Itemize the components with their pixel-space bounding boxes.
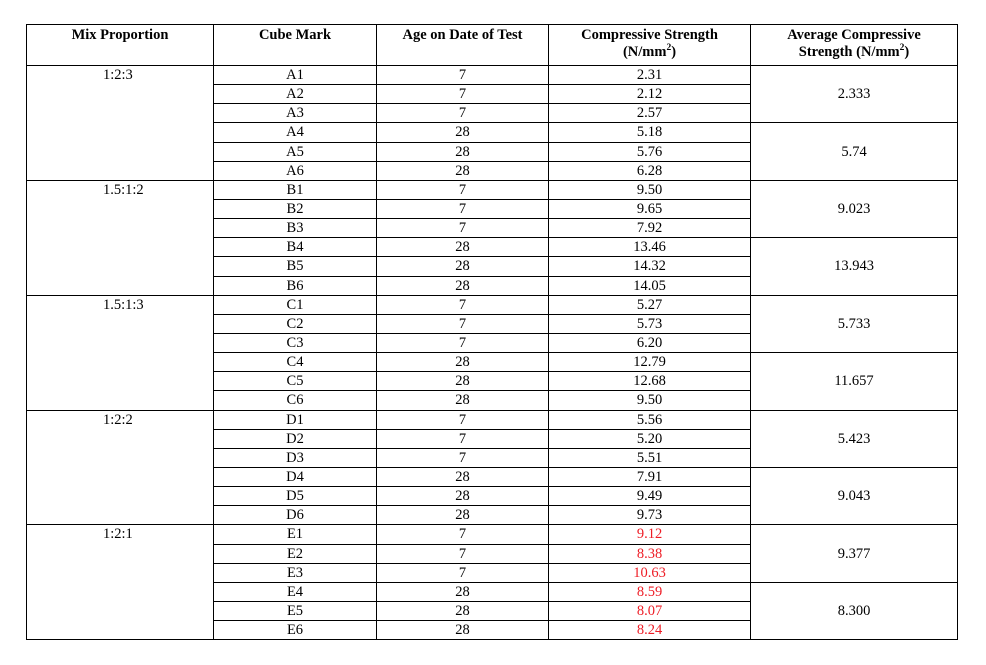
age-cell: 7: [377, 410, 549, 429]
header-strength-close: ): [671, 44, 677, 60]
compressive-strength-cell: 7.91: [549, 467, 751, 486]
table-row: [27, 525, 958, 544]
compressive-strength-cell: 9.73: [549, 506, 751, 525]
cube-mark-cell: D3: [214, 448, 377, 467]
cube-mark-cell: B5: [214, 257, 377, 276]
cube-mark-cell: E5: [214, 601, 377, 620]
age-cell: 7: [377, 66, 549, 85]
compressive-strength-cell: 6.20: [549, 333, 751, 352]
header-avg-unit: Strength (N/mm: [798, 44, 900, 60]
age-cell: 7: [377, 448, 549, 467]
average-strength-cell: 13.943: [751, 238, 958, 295]
age-cell: 7: [377, 544, 549, 563]
cube-mark-cell: C4: [214, 353, 377, 372]
compressive-strength-cell: 8.59: [549, 582, 751, 601]
mix-proportion-cell: 1:2:3: [27, 66, 214, 181]
cube-mark-cell: B2: [214, 199, 377, 218]
age-cell: 7: [377, 333, 549, 352]
cube-mark-cell: B6: [214, 276, 377, 295]
compressive-strength-cell: 5.18: [549, 123, 751, 142]
cube-mark-cell: E4: [214, 582, 377, 601]
compressive-strength-cell: 5.20: [549, 429, 751, 448]
cube-mark-cell: C5: [214, 372, 377, 391]
average-strength-cell: 9.023: [751, 180, 958, 237]
cube-mark-cell: D1: [214, 410, 377, 429]
age-cell: 28: [377, 123, 549, 142]
age-cell: 7: [377, 180, 549, 199]
age-cell: 28: [377, 506, 549, 525]
cube-mark-cell: D6: [214, 506, 377, 525]
age-cell: 7: [377, 525, 549, 544]
age-cell: 7: [377, 219, 549, 238]
age-cell: 7: [377, 85, 549, 104]
compressive-strength-cell: 8.38: [549, 544, 751, 563]
age-cell: 28: [377, 467, 549, 486]
header-avg-sup: 2: [899, 43, 905, 54]
cube-mark-cell: E3: [214, 563, 377, 582]
compressive-strength-cell: 5.51: [549, 448, 751, 467]
compressive-strength-cell: 14.32: [549, 257, 751, 276]
header-strength-sup: 2: [666, 43, 672, 54]
cube-mark-cell: C1: [214, 295, 377, 314]
compressive-strength-cell: 8.07: [549, 601, 751, 620]
header-row: [27, 25, 958, 66]
compressive-strength-cell: 10.63: [549, 563, 751, 582]
compressive-strength-cell: 6.28: [549, 161, 751, 180]
header-avg-line1: Average Compressive: [787, 27, 921, 43]
cube-mark-cell: A6: [214, 161, 377, 180]
header-compressive-strength: [549, 25, 751, 66]
compressive-strength-cell: 14.05: [549, 276, 751, 295]
cube-mark-cell: A4: [214, 123, 377, 142]
header-strength-line1: Compressive Strength: [581, 27, 718, 43]
age-cell: 28: [377, 353, 549, 372]
compressive-strength-cell: 9.49: [549, 487, 751, 506]
compressive-strength-cell: 5.73: [549, 314, 751, 333]
compressive-strength-cell: 9.65: [549, 199, 751, 218]
cube-mark-cell: A5: [214, 142, 377, 161]
compressive-strength-cell: 9.12: [549, 525, 751, 544]
age-cell: 28: [377, 391, 549, 410]
average-strength-cell: 9.043: [751, 467, 958, 524]
header-strength-unit: (N/mm: [622, 44, 667, 60]
average-strength-cell: 11.657: [751, 353, 958, 410]
cube-mark-cell: C6: [214, 391, 377, 410]
table-row: [27, 410, 958, 429]
cube-mark-cell: E6: [214, 621, 377, 640]
table-header: [27, 25, 958, 66]
average-strength-cell: 5.733: [751, 295, 958, 352]
compressive-strength-cell: 2.57: [549, 104, 751, 123]
compressive-strength-cell: 9.50: [549, 180, 751, 199]
mix-proportion-cell: 1:2:2: [27, 410, 214, 525]
compressive-strength-cell: 12.68: [549, 372, 751, 391]
compressive-strength-cell: 5.56: [549, 410, 751, 429]
cube-mark-cell: C3: [214, 333, 377, 352]
header-avg-close: ): [904, 44, 910, 60]
table-row: [27, 295, 958, 314]
compressive-strength-table: [26, 24, 958, 640]
age-cell: 7: [377, 429, 549, 448]
compressive-strength-cell: 8.24: [549, 621, 751, 640]
age-cell: 7: [377, 199, 549, 218]
cube-mark-cell: D4: [214, 467, 377, 486]
age-cell: 28: [377, 582, 549, 601]
age-cell: 28: [377, 372, 549, 391]
age-cell: 28: [377, 487, 549, 506]
compressive-strength-cell: 5.76: [549, 142, 751, 161]
average-strength-cell: 8.300: [751, 582, 958, 639]
average-strength-cell: 9.377: [751, 525, 958, 582]
mix-proportion-cell: 1.5:1:2: [27, 180, 214, 295]
header-age: Age on Date of Test: [377, 25, 549, 66]
mix-proportion-cell: 1.5:1:3: [27, 295, 214, 410]
average-strength-cell: 5.423: [751, 410, 958, 467]
mix-proportion-cell: 1:2:1: [27, 525, 214, 640]
compressive-strength-cell: 9.50: [549, 391, 751, 410]
age-cell: 28: [377, 142, 549, 161]
table-body: [27, 66, 958, 640]
compressive-strength-cell: 2.31: [549, 66, 751, 85]
cube-mark-cell: D5: [214, 487, 377, 506]
age-cell: 28: [377, 257, 549, 276]
cube-mark-cell: E1: [214, 525, 377, 544]
cube-mark-cell: D2: [214, 429, 377, 448]
age-cell: 7: [377, 295, 549, 314]
age-cell: 7: [377, 563, 549, 582]
header-mix-proportion: Mix Proportion: [27, 25, 214, 66]
age-cell: 28: [377, 161, 549, 180]
cube-mark-cell: C2: [214, 314, 377, 333]
header-cube-mark: Cube Mark: [214, 25, 377, 66]
average-strength-cell: 2.333: [751, 66, 958, 123]
compressive-strength-cell: 5.27: [549, 295, 751, 314]
age-cell: 28: [377, 601, 549, 620]
age-cell: 28: [377, 621, 549, 640]
average-strength-cell: 5.74: [751, 123, 958, 180]
cube-mark-cell: A3: [214, 104, 377, 123]
cube-mark-cell: A1: [214, 66, 377, 85]
age-cell: 7: [377, 314, 549, 333]
cube-mark-cell: B1: [214, 180, 377, 199]
cube-mark-cell: A2: [214, 85, 377, 104]
table-row: [27, 180, 958, 199]
cube-mark-cell: B3: [214, 219, 377, 238]
cube-mark-cell: E2: [214, 544, 377, 563]
header-average-strength: [751, 25, 958, 66]
compressive-strength-cell: 7.92: [549, 219, 751, 238]
age-cell: 28: [377, 276, 549, 295]
compressive-strength-cell: 2.12: [549, 85, 751, 104]
compressive-strength-cell: 12.79: [549, 353, 751, 372]
table-row: [27, 66, 958, 85]
age-cell: 28: [377, 238, 549, 257]
compressive-strength-cell: 13.46: [549, 238, 751, 257]
cube-mark-cell: B4: [214, 238, 377, 257]
age-cell: 7: [377, 104, 549, 123]
